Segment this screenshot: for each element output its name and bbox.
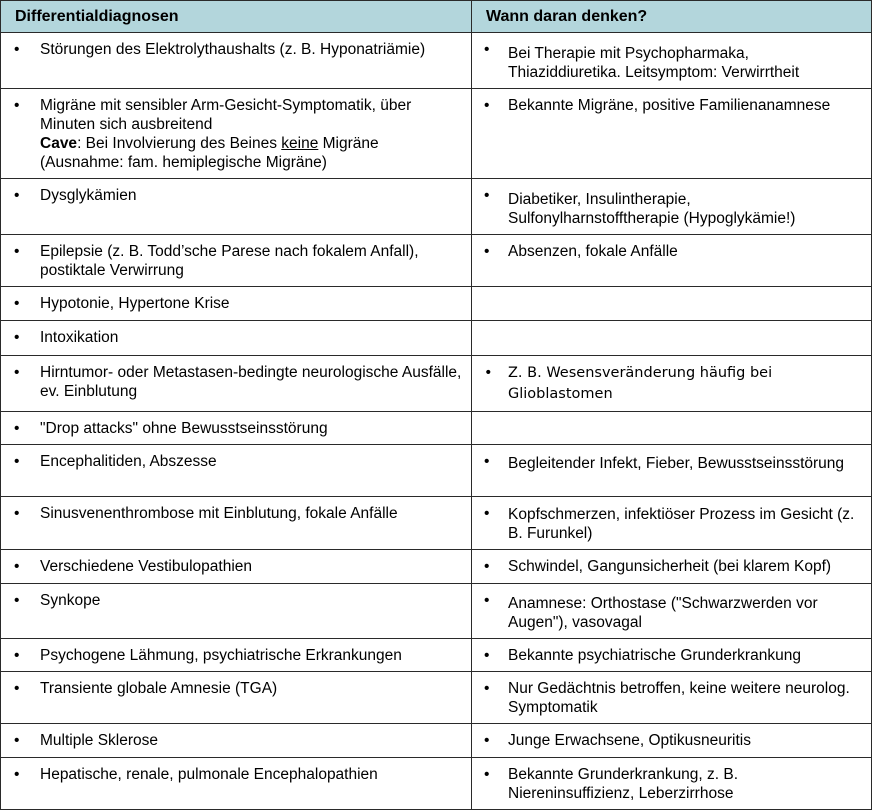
diagnosis-cell (1, 89, 472, 179)
hint-text: Begleitender Infekt, Fieber, Bewusstseinsstörung (508, 455, 845, 472)
bullet: • (484, 97, 490, 114)
diagnosis-text: Störungen des Elektrolythaushalts (z. B. Hyponatriämie) (40, 41, 426, 58)
hint-cell (472, 758, 872, 810)
hint-cell (472, 287, 872, 321)
hint-cell (472, 584, 872, 639)
bullet: • (484, 558, 490, 575)
table-row (1, 724, 872, 758)
table-row (1, 584, 872, 639)
hint-cell (472, 550, 872, 584)
hint-text: Bei Therapie mit Psychopharmaka, Thiaziddiuretika. Leitsymptom: Verwirrtheit (508, 45, 800, 81)
diagnosis-text: Hirntumor- oder Metastasen-bedingte neurologische Ausfälle, ev. Einblutung (40, 364, 462, 400)
diagnosis-text: Encephalitiden, Abszesse (40, 453, 217, 470)
bullet: • (484, 365, 493, 381)
diagnosis-cell (1, 321, 472, 356)
cave-label: Cave (40, 135, 78, 152)
hint-cell (472, 672, 872, 724)
hint-cell (472, 89, 872, 179)
table-header-row (1, 1, 872, 33)
table-row (1, 89, 872, 179)
bullet: • (484, 647, 490, 664)
bullet: • (14, 680, 20, 697)
diagnosis-text: Migräne mit sensibler Arm-Gesicht-Symptomatik, über Minuten sich ausbreitend (40, 97, 412, 133)
hint-text: Diabetiker, Insulintherapie, Sulfonylharnstofftherapie (Hypoglykämie!) (508, 191, 796, 227)
hint-cell (472, 639, 872, 672)
table-row (1, 639, 872, 672)
bullet: • (14, 558, 20, 575)
hint-text: Kopfschmerzen, infektiöser Prozess im Gesicht (z. B. Furunkel) (508, 506, 855, 542)
hint-cell (472, 356, 872, 412)
diagnosis-cell (1, 287, 472, 321)
table-row (1, 235, 872, 287)
diagnosis-text: Transiente globale Amnesie (TGA) (40, 680, 278, 697)
hint-text: Nur Gedächtnis betroffen, keine weitere neurolog. Symptomatik (508, 680, 850, 716)
diagnosis-text: Hepatische, renale, pulmonale Encephalopathien (40, 766, 378, 783)
diagnosis-text: Sinusvenenthrombose mit Einblutung, fokale Anfälle (40, 505, 398, 522)
bullet: • (484, 680, 490, 697)
diagnosis-cell (1, 412, 472, 445)
bullet: • (484, 766, 490, 783)
diagnosis-cell (1, 550, 472, 584)
bullet: • (14, 97, 20, 114)
bullet: • (14, 592, 20, 609)
diagnosis-cell (1, 758, 472, 810)
hint-cell (472, 445, 872, 497)
hint-text: Anamnese: Orthostase ("Schwarzwerden vor Augen"), vasovagal (508, 595, 818, 631)
table-row (1, 321, 872, 356)
hint-text: Bekannte psychiatrische Grunderkrankung (508, 647, 801, 664)
bullet: • (484, 187, 490, 204)
cave-emphasis: keine (281, 135, 319, 152)
table-row (1, 445, 872, 497)
table-row (1, 356, 872, 412)
cave-note: (Ausnahme: fam. hemiplegische Migräne) (40, 154, 327, 171)
hint-text: Junge Erwachsene, Optikusneuritis (508, 732, 751, 749)
bullet: • (14, 766, 20, 783)
diagnosis-cell (1, 235, 472, 287)
diagnosis-cell (1, 639, 472, 672)
hint-cell (472, 33, 872, 89)
cave-text-end: Migräne (318, 135, 379, 152)
hint-text: Bekannte Grunderkrankung, z. B. Niereninsuffizienz, Leberzirrhose (508, 766, 739, 802)
diagnosis-cell (1, 179, 472, 235)
bullet: • (14, 647, 20, 664)
diagnosis-text: Dysglykämien (40, 187, 137, 204)
bullet: • (14, 243, 20, 260)
table-row (1, 497, 872, 550)
bullet: • (14, 505, 20, 522)
diagnosis-cell (1, 672, 472, 724)
bullet: • (484, 505, 490, 522)
diagnosis-text: Psychogene Lähmung, psychiatrische Erkrankungen (40, 647, 402, 664)
cave-text: : Bei Involvierung des Beines (77, 135, 282, 152)
hint-text: Schwindel, Gangunsicherheit (bei klarem Kopf) (508, 558, 832, 575)
bullet: • (484, 243, 490, 260)
diagnosis-cell (1, 33, 472, 89)
hint-text: Bekannte Migräne, positive Familienanamnese (508, 97, 831, 114)
bullet: • (484, 732, 490, 749)
table-row (1, 550, 872, 584)
bullet: • (14, 329, 20, 346)
table-row (1, 287, 872, 321)
diagnosis-text: Verschiedene Vestibulopathien (40, 558, 252, 575)
column-header-wann-daran-denken: Wann daran denken? (472, 1, 872, 33)
diagnosis-text: Intoxikation (40, 329, 119, 346)
bullet: • (14, 364, 20, 381)
hint-cell (472, 179, 872, 235)
hint-text: Absenzen, fokale Anfälle (508, 243, 678, 260)
bullet: • (14, 420, 20, 437)
bullet: • (14, 41, 20, 58)
diagnosis-text: Epilepsie (z. B. Todd’sche Parese nach fokalem Anfall), postiktale Verwirrung (40, 243, 419, 279)
diagnosis-cell (1, 497, 472, 550)
diagnosis-cell (1, 445, 472, 497)
hint-text: Z. B. Wesensveränderung häufig bei Glioblastomen (508, 365, 773, 402)
diagnosis-cell (1, 356, 472, 412)
bullet: • (14, 295, 20, 312)
diagnosis-text: Multiple Sklerose (40, 732, 159, 749)
table-row (1, 672, 872, 724)
diagnosis-text: Hypotonie, Hypertone Krise (40, 295, 230, 312)
table-row (1, 179, 872, 235)
bullet: • (484, 453, 490, 470)
hint-cell (472, 497, 872, 550)
table-row (1, 33, 872, 89)
hint-cell (472, 724, 872, 758)
table-row (1, 412, 872, 445)
bullet: • (14, 732, 20, 749)
column-header-differentialdiagnosen: Differentialdiagnosen (1, 1, 472, 33)
hint-cell (472, 321, 872, 356)
bullet: • (14, 453, 20, 470)
diagnosis-text: Synkope (40, 592, 101, 609)
hint-cell (472, 235, 872, 287)
hint-cell (472, 412, 872, 445)
diagnosis-text: "Drop attacks" ohne Bewusstseinsstörung (40, 420, 328, 437)
diagnosis-cell (1, 584, 472, 639)
bullet: • (484, 592, 490, 609)
bullet: • (484, 41, 490, 58)
bullet: • (14, 187, 20, 204)
table-row (1, 758, 872, 810)
diagnosis-cell (1, 724, 472, 758)
